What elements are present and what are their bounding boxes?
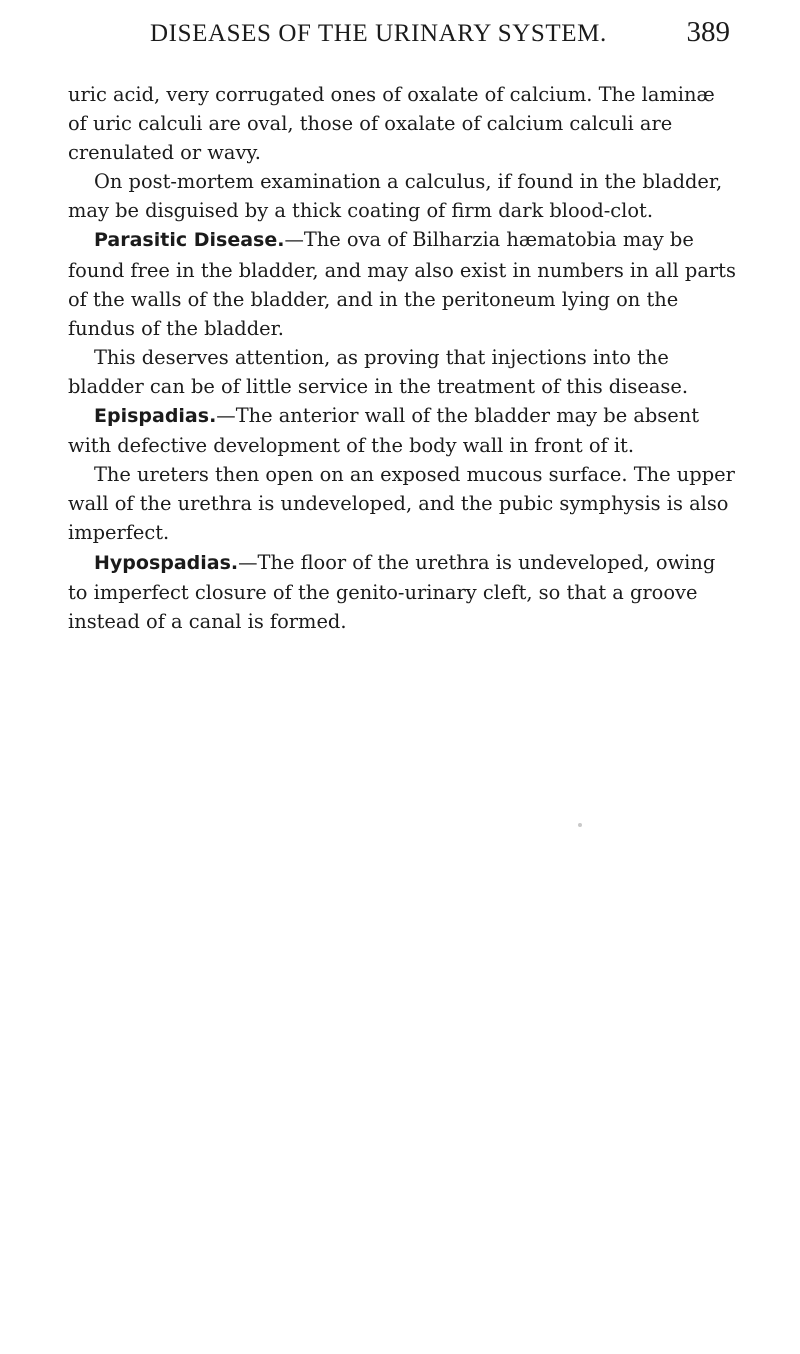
paragraph-post-mortem	[68, 167, 738, 225]
paragraph-text: —The ova of Bilharzia hæmatobia may be found free in the bladder, and may also exist in numbers in all parts of the walls of the bladder, and in the peritoneum lying on the fundus of the bladder.	[68, 228, 736, 340]
page-number: 389	[686, 16, 730, 48]
running-title: DISEASES OF THE URINARY SYSTEM.	[150, 20, 607, 47]
paragraph-epispadias	[68, 401, 738, 460]
paragraph-ureters	[68, 460, 738, 547]
paragraph-text: On post-mortem examination a calculus, if found in the bladder, may be disguised by a thick coating of firm dark blood-clot.	[68, 170, 723, 223]
paper-speck	[578, 823, 582, 827]
paragraph-text: —The floor of the urethra is undeveloped, owing to imperfect closure of the genito-urinary cleft, so that a groove instead of a canal is formed.	[68, 550, 716, 633]
section-heading-hypospadias: Hypospadias.	[94, 551, 239, 574]
paragraph-text: The ureters then open on an exposed mucous surface. The upper wall of the urethra is undeveloped, and the pubic symphysis is also imperfect.	[68, 463, 735, 545]
paragraph-injections-note	[68, 343, 738, 401]
paragraph-parasitic-disease	[68, 225, 738, 342]
paragraph-text: This deserves attention, as proving that injections into the bladder can be of little service in the treatment of this disease.	[68, 345, 688, 398]
paragraph-text: —The anterior wall of the bladder may be absent with defective development of the body wall in front of it.	[68, 404, 700, 458]
paragraph-text: uric acid, very corrugated ones of oxalate of calcium. The laminæ of uric calculi are oval, those of oxalate of calcium calculi are crenulated or wavy.	[68, 83, 715, 165]
paragraph-hypospadias	[68, 548, 738, 636]
running-head	[150, 16, 730, 52]
section-heading-epispadias: Epispadias.	[94, 405, 217, 428]
section-heading-parasitic-disease: Parasitic Disease.	[94, 229, 285, 252]
paragraph-continued-calculi	[68, 80, 738, 167]
body-text	[68, 80, 738, 636]
